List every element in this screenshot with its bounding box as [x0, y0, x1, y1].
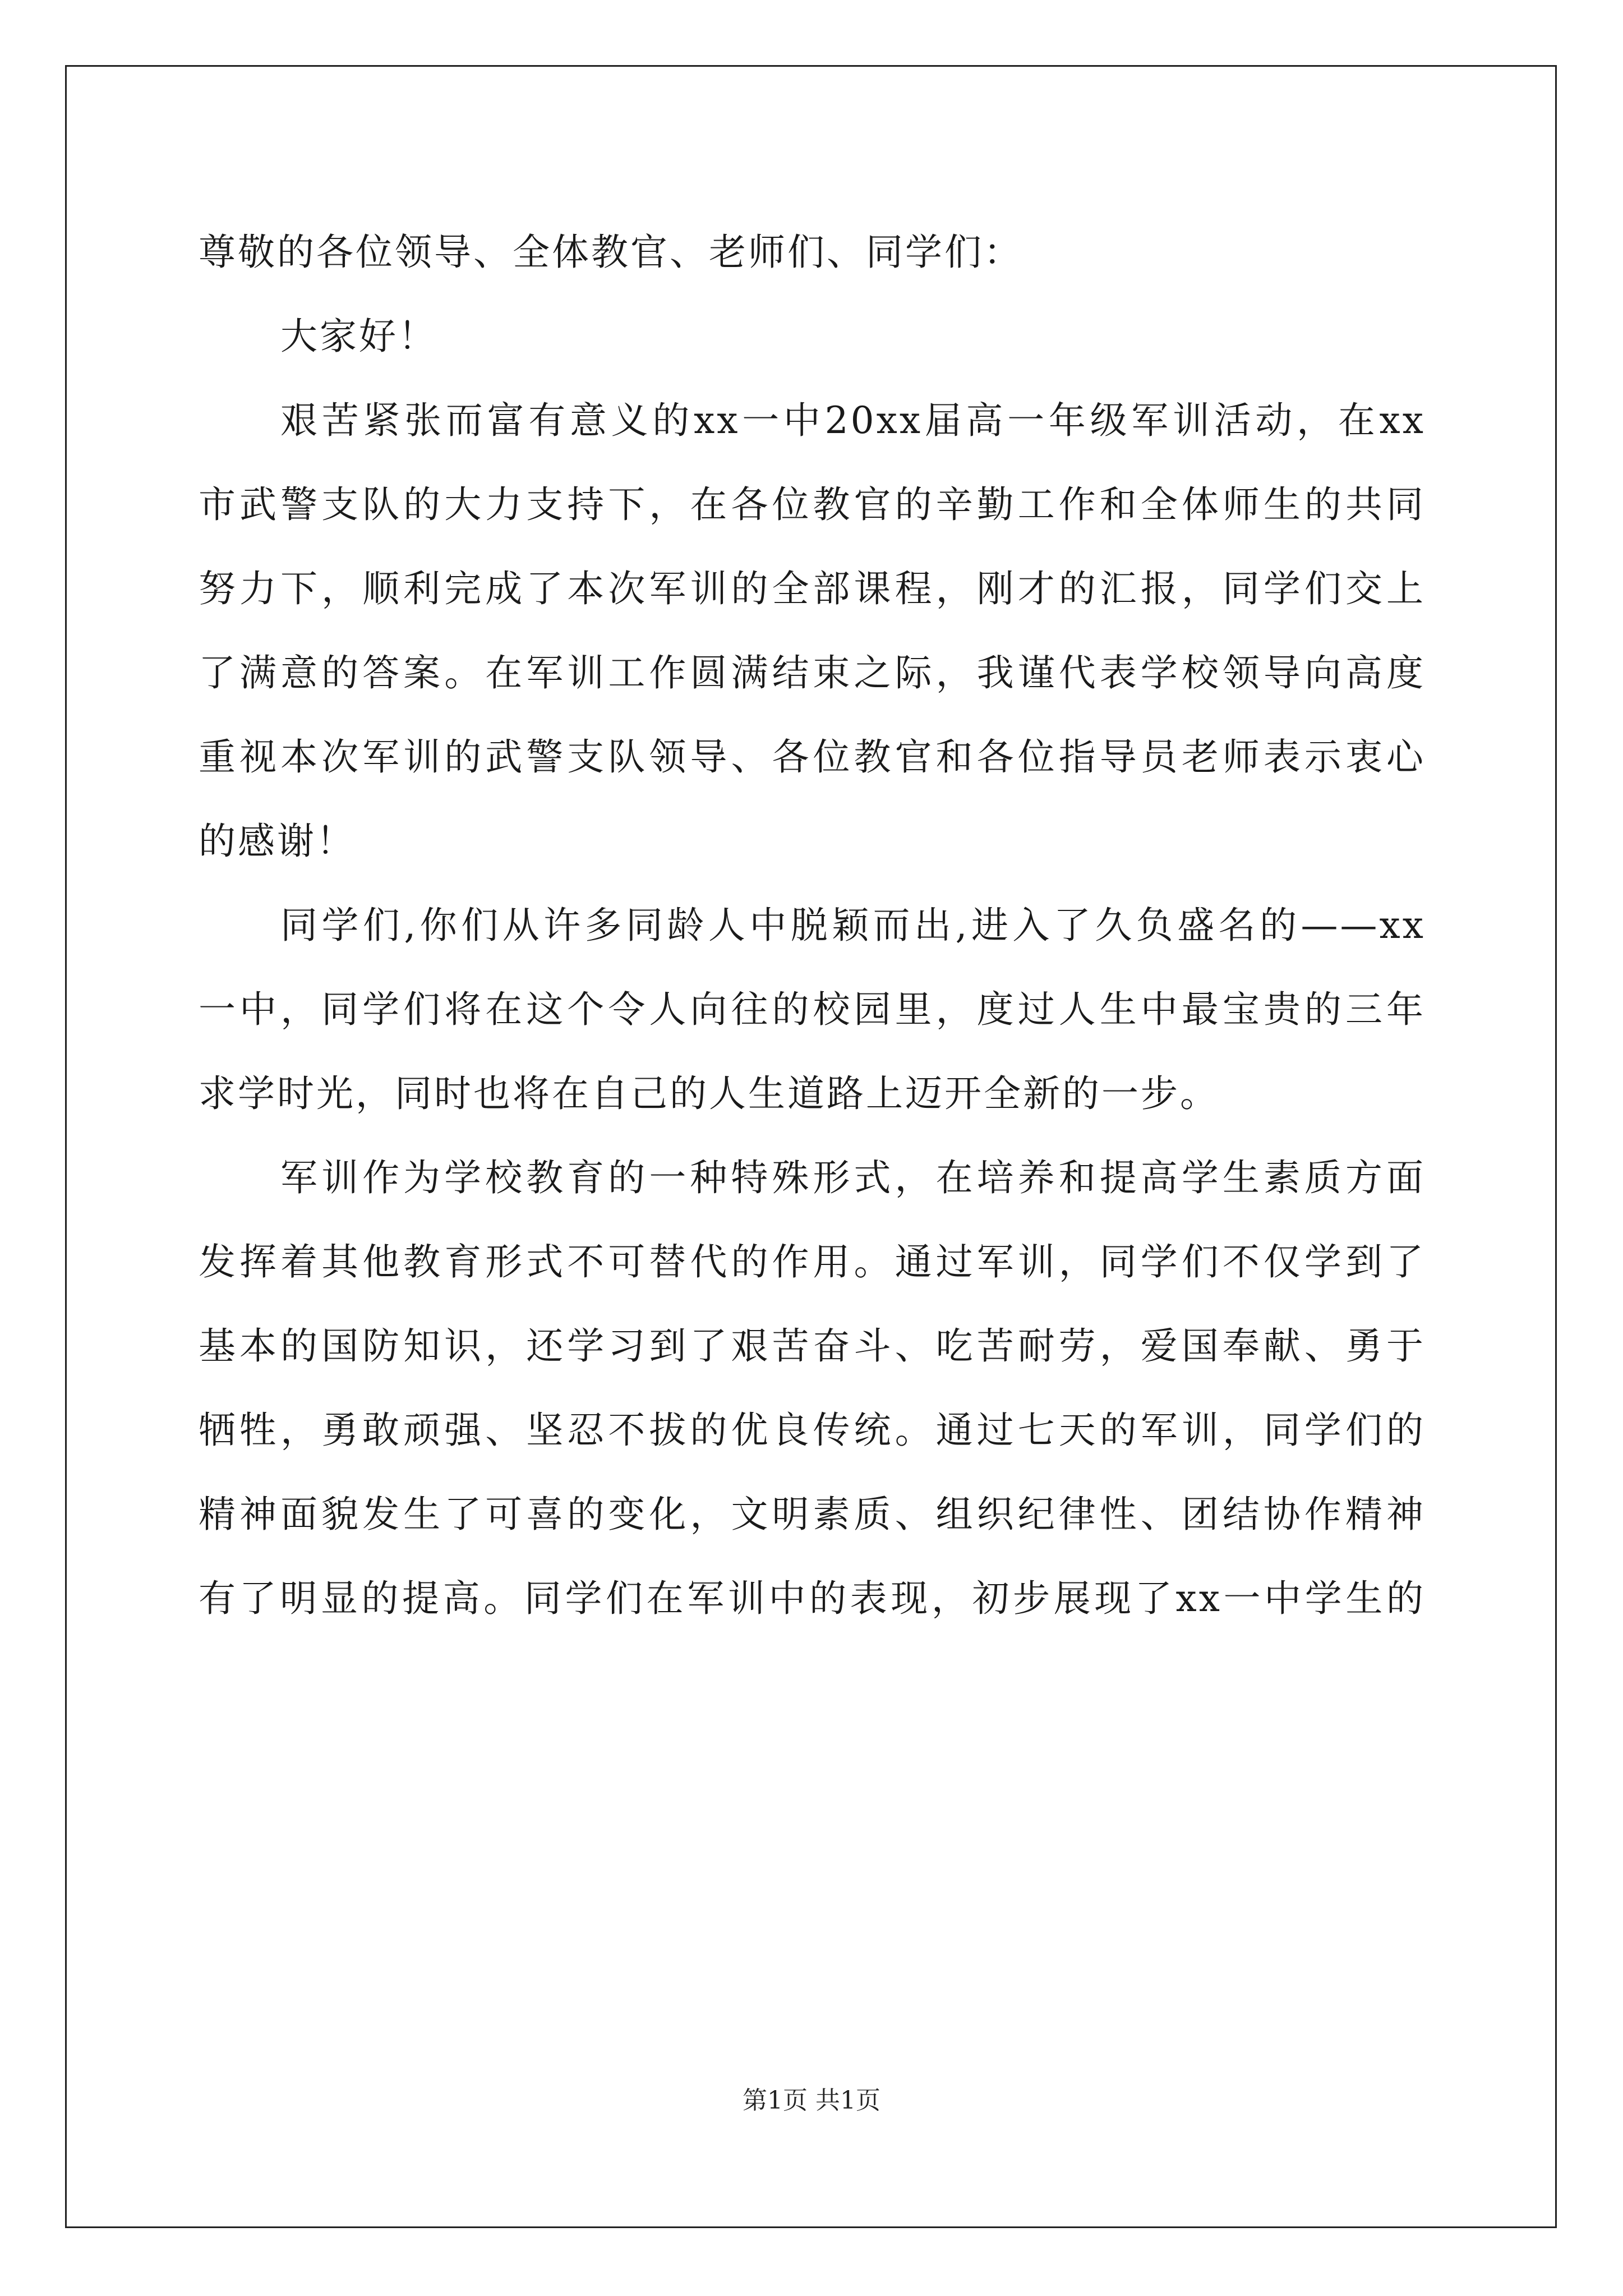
- greeting-line: 尊敬的各位领导、全体教官、老师们、同学们：: [199, 231, 1023, 274]
- paragraph-line: 努力下，顺利完成了本次军训的全部课程，刚才的汇报，同学们交上: [199, 567, 1426, 610]
- paragraph-line: 精神面貌发生了可喜的变化，文明素质、组织纪律性、团结协作精神: [199, 1493, 1426, 1536]
- paragraph-line: 一中，同学们将在这个令人向往的校园里，度过人生中最宝贵的三年: [199, 988, 1426, 1031]
- paragraph-line: 军训作为学校教育的一种特殊形式，在培养和提高学生素质方面: [280, 1156, 1426, 1199]
- paragraph-line: 市武警支队的大力支持下，在各位教官的辛勤工作和全体师生的共同: [199, 483, 1426, 526]
- paragraph-line: 重视本次军训的武警支队领导、各位教官和各位指导员老师表示衷心: [199, 735, 1426, 779]
- paragraph-line: 的感谢！: [199, 820, 356, 863]
- paragraph-line: 有了明显的提高。同学们在军训中的表现，初步展现了xx一中学生的: [199, 1577, 1426, 1620]
- page-number: 第1页 共1页: [743, 2086, 880, 2115]
- paragraph-line: 艰苦紧张而富有意义的xx一中20xx届高一年级军训活动，在xx: [280, 399, 1426, 442]
- paragraph-line: 基本的国防知识，还学习到了艰苦奋斗、吃苦耐劳，爱国奉献、勇于: [199, 1324, 1426, 1368]
- paragraph-line: 求学时光，同时也将在自己的人生道路上迈开全新的一步。: [199, 1072, 1219, 1115]
- paragraph-line: 发挥着其他教育形式不可替代的作用。通过军训，同学们不仅学到了: [199, 1240, 1426, 1283]
- paragraph-line: 了满意的答案。在军训工作圆满结束之际，我谨代表学校领导向高度: [199, 651, 1426, 694]
- salutation-line: 大家好！: [280, 315, 437, 358]
- paragraph-line: 同学们,你们从许多同龄人中脱颖而出,进入了久负盛名的——xx: [280, 904, 1426, 947]
- paragraph-line: 牺牲，勇敢顽强、坚忍不拔的优良传统。通过七天的军训，同学们的: [199, 1409, 1426, 1452]
